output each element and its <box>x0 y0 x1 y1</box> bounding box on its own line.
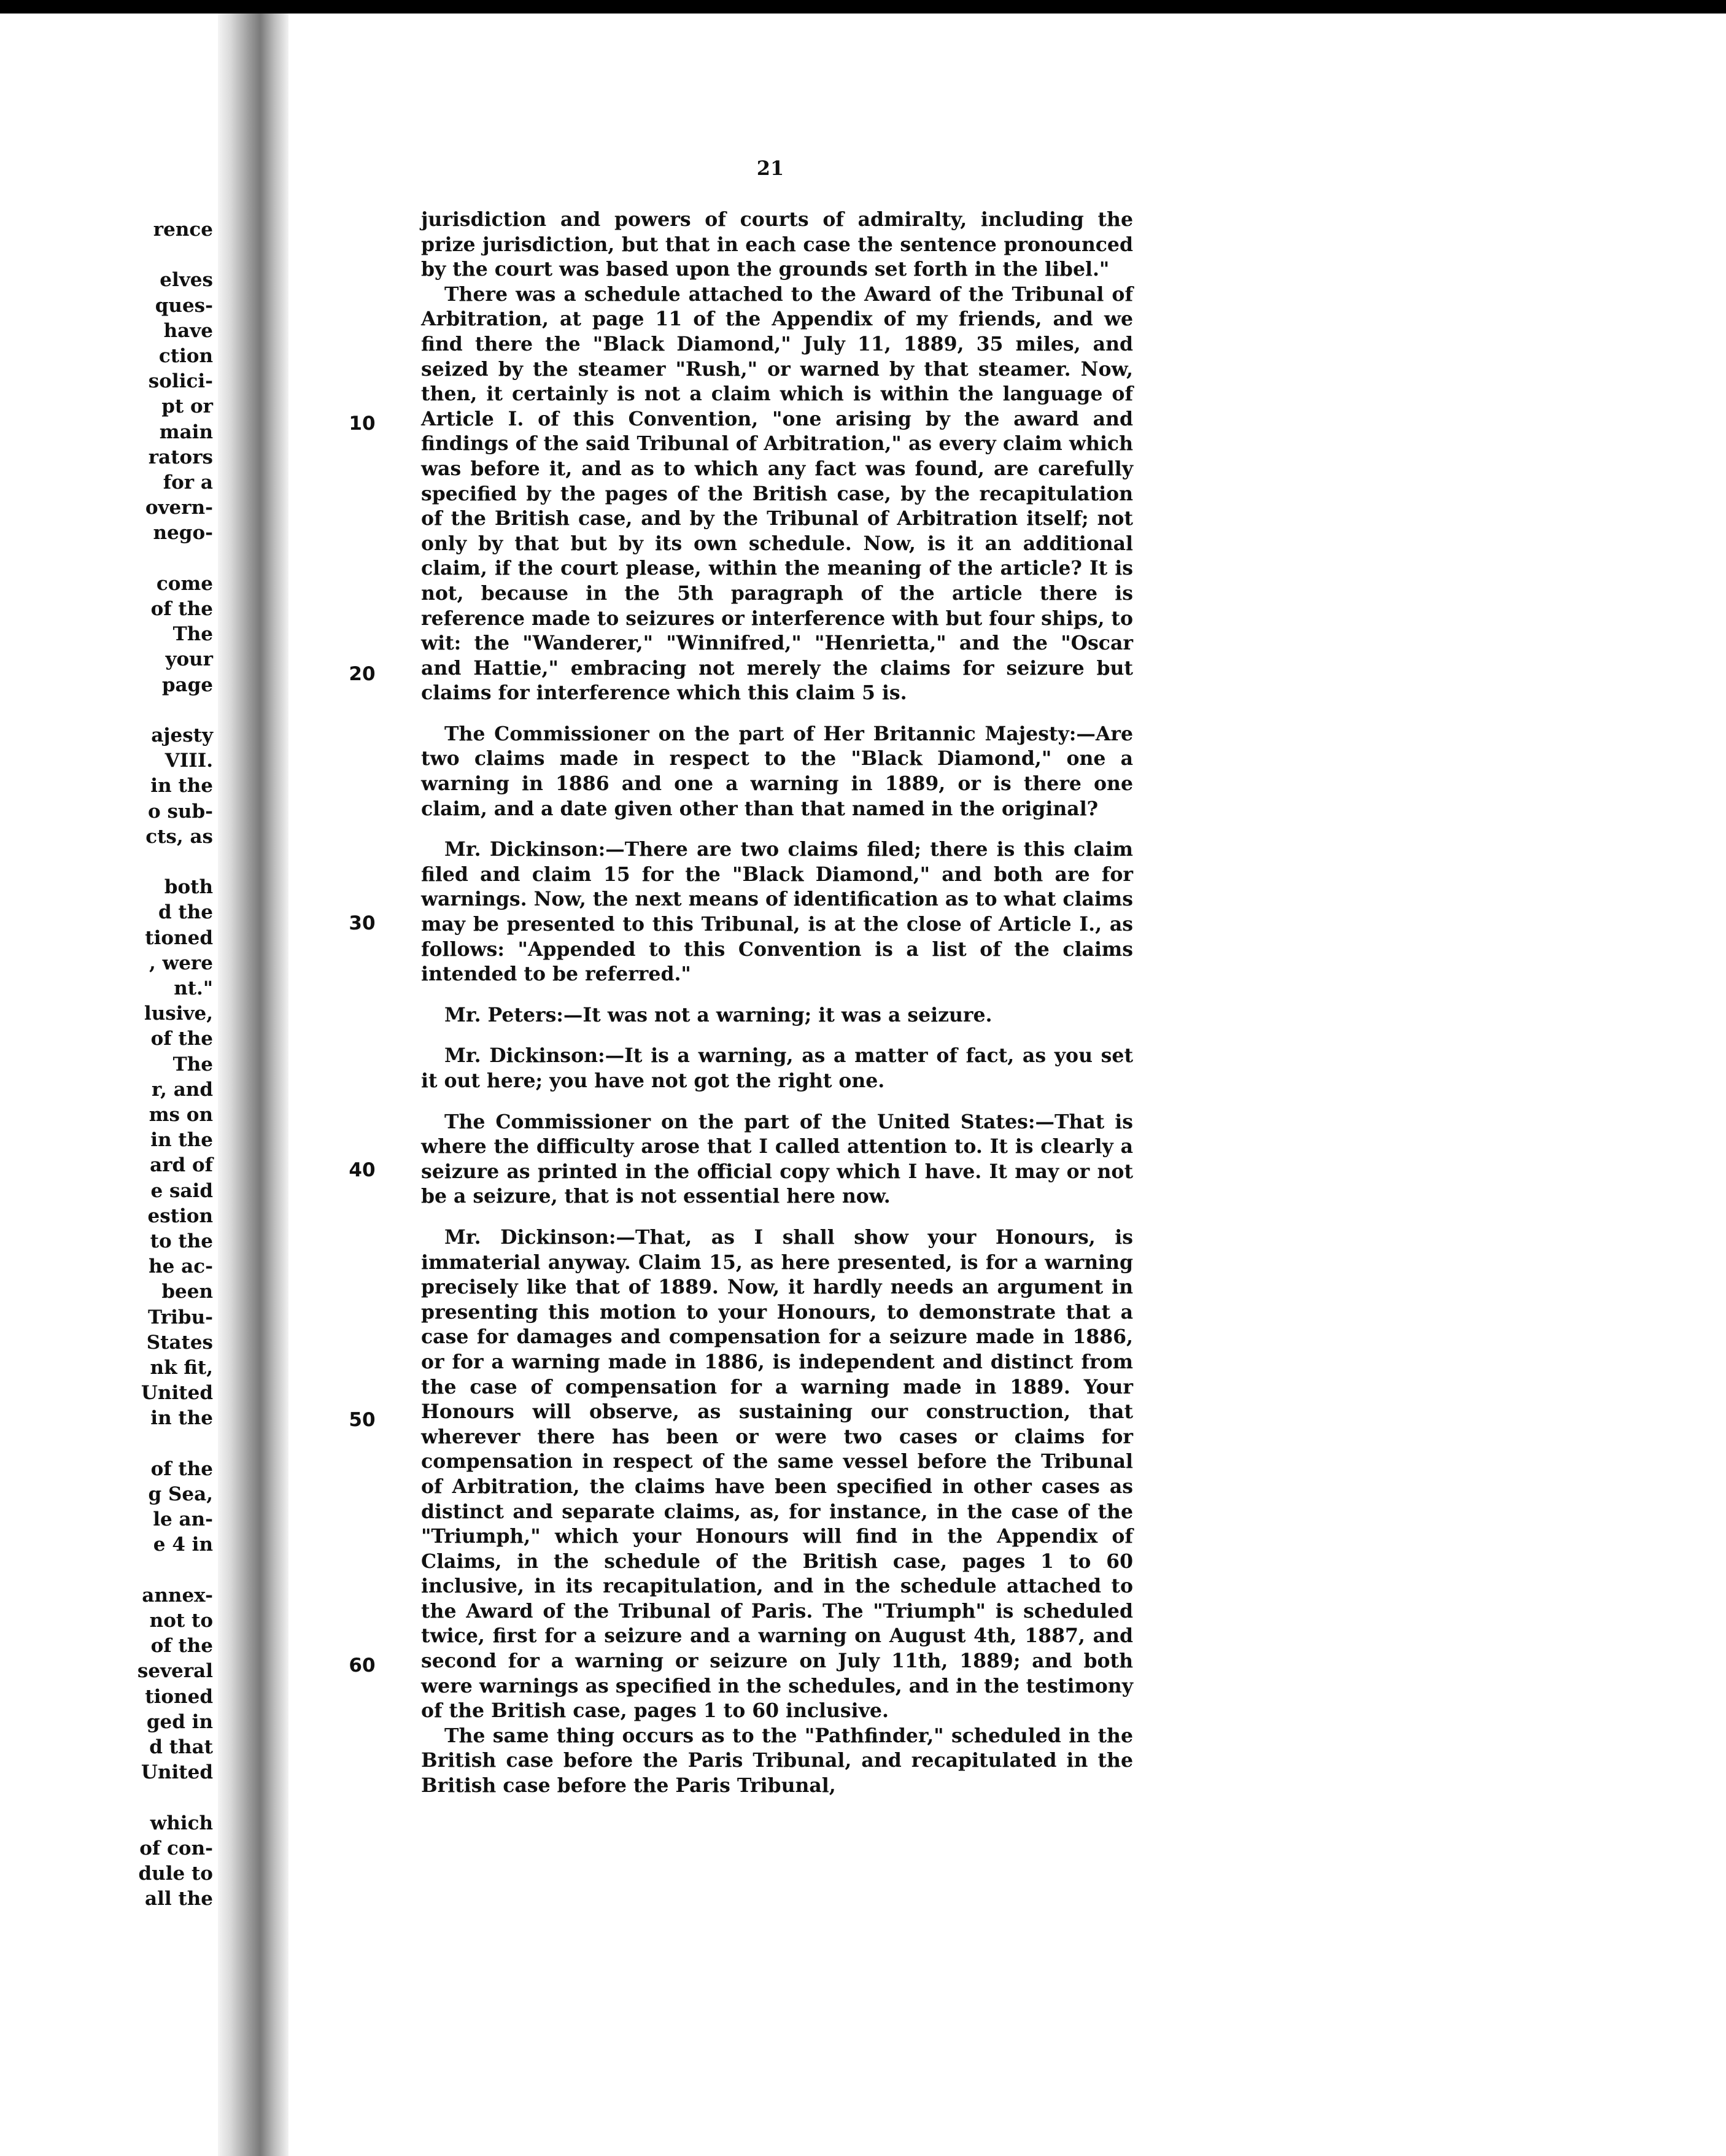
left-page-text-fragment: to the <box>150 1230 213 1252</box>
left-page-text-fragment: several <box>137 1660 213 1683</box>
left-page-text-fragment: nego- <box>153 522 213 545</box>
book-gutter <box>218 14 288 2156</box>
left-page-text-fragment: overn- <box>145 497 213 519</box>
left-page-text-fragment: , were <box>149 952 213 974</box>
line-number: 40 <box>349 1159 376 1181</box>
left-page-text-fragment: The <box>172 1053 213 1076</box>
left-page-text-fragment: le an- <box>153 1508 213 1531</box>
left-page-text-fragment: VIII. <box>164 750 213 772</box>
left-page-text-fragment: r, and <box>152 1078 213 1101</box>
left-page-text-fragment: have <box>163 319 213 342</box>
left-page-text-fragment: g Sea, <box>148 1483 213 1505</box>
left-page-text-fragment: ms on <box>149 1104 213 1126</box>
document-body <box>421 207 1133 1799</box>
left-page-text-fragment: The <box>172 623 213 646</box>
left-page-text-fragment: d the <box>158 901 213 924</box>
line-number: 10 <box>349 413 376 435</box>
paragraph: jurisdiction and powers of courts of admiralty, including the prize jurisdiction, but that in each case the sentence pronounced by the court was based upon the grounds set forth in the libel." <box>421 208 1133 281</box>
left-page-text-fragment: he ac- <box>149 1255 213 1278</box>
line-number: 20 <box>349 663 376 685</box>
left-page-text-fragment: of con- <box>139 1837 213 1859</box>
left-page-text-fragment: elves <box>160 269 213 292</box>
left-page-text-fragment: United <box>141 1382 213 1405</box>
left-page-text-fragment: in the <box>150 1129 213 1152</box>
line-number: 60 <box>349 1654 376 1677</box>
line-number: 30 <box>349 912 376 934</box>
left-page-text-fragment: of the <box>150 1635 213 1658</box>
left-page-text-fragment: estion <box>147 1204 213 1227</box>
left-page-text-fragment: States <box>146 1331 213 1354</box>
left-page-text-fragment: not to <box>149 1610 213 1632</box>
left-page-text-fragment: your <box>165 648 213 671</box>
paragraph: The Commissioner on the part of Her Britannic Majesty:—Are two claims made in respect to the "Black Diamond," one a warning in 1886 and one a warning in 1889, or is there one claim, and a date given other than that named in the original? <box>421 722 1133 820</box>
left-page-text-fragment: annex- <box>142 1584 213 1607</box>
left-page-text-fragment: page <box>161 673 213 696</box>
left-page-text-fragment: nk fit, <box>150 1357 213 1379</box>
left-page-text-fragment: tioned <box>145 926 213 949</box>
left-page-text-fragment: ajesty <box>151 724 213 746</box>
left-page-text-fragment: pt or <box>161 395 213 418</box>
left-page-text-fragment: lusive, <box>144 1002 213 1025</box>
left-page-text-fragment: rators <box>148 446 213 468</box>
left-page-text-fragment: Tribu- <box>147 1306 213 1328</box>
left-page-text-fragment: e 4 in <box>153 1534 213 1556</box>
paragraph: Mr. Dickinson:—That, as I shall show your Honours, is immaterial anyway. Claim 15, as here presented, is for a warning precisely like that of 1889. Now, it hardly needs an argument in presenting this motion to your Honours, to demonstrate that a case for damages and compensation for a seizure made in 1886, or for a warning made in 1886, is independent and distinct from the case of compensation for a warning made in 1889. Your Honours will observe, as sustaining our construction, that wherever there has been or were two cases or claims for compensation in respect of the same vessel before the Tribunal of Arbitration, the claims have been specified in other cases as distinct and separate claims, as, for instance, in the case of the "Triumph," which your Honours will find in the Appendix of Claims, in the schedule of the British case, pages 1 to 60 inclusive, in its recapitulation, and in the schedule attached to the Award of the Tribunal of Paris. The "Triumph" is scheduled twice, first for a seizure and a warning on August 4th, 1887, and second for a warning or seizure on July 11th, 1889; and both were warnings as specified in the schedules, and in the testimony of the British case, pages 1 to 60 inclusive. <box>421 1225 1133 1723</box>
left-page-text-fragment: of the <box>150 1028 213 1050</box>
left-page-text-fragment: all the <box>144 1888 213 1910</box>
left-page-text-fragment: both <box>164 876 213 899</box>
left-page-text-fragment: which <box>150 1812 213 1834</box>
left-page-text-fragment: United <box>141 1761 213 1784</box>
paragraph: The Commissioner on the part of the United States:—That is where the difficulty arose that I called attention to. It is clearly a seizure as printed in the official copy which I have. It may or not be a seizure, that is not essential here now. <box>421 1110 1133 1208</box>
left-page-text-fragment: ard of <box>150 1154 213 1177</box>
left-page-text-fragment: dule to <box>138 1863 213 1885</box>
left-page-text-fragment: ction <box>158 345 213 367</box>
left-page-text-fragment: main <box>159 421 213 443</box>
left-page <box>0 14 218 2156</box>
paragraph: Mr. Dickinson:—It is a warning, as a matter of fact, as you set it out here; you have not got the right one. <box>421 1044 1133 1092</box>
left-page-text-fragment: in the <box>150 1407 213 1430</box>
left-page-text-fragment: d that <box>149 1736 213 1758</box>
left-page-text-fragment: o sub- <box>147 800 213 823</box>
scan-top-edge <box>0 0 1726 14</box>
left-page-text-fragment: of the <box>150 598 213 620</box>
left-page-text-fragment: tioned <box>145 1685 213 1708</box>
left-page-text-fragment: nt." <box>174 977 213 999</box>
left-page-text-fragment: solici- <box>148 370 213 393</box>
paragraph: Mr. Peters:—It was not a warning; it was a seizure. <box>444 1003 993 1026</box>
left-page-text-fragment: for a <box>163 471 213 494</box>
paragraph: The same thing occurs as to the "Pathfinder," scheduled in the British case before the Paris Tribunal, and recapitulated in the British case before the Paris Tribunal, <box>421 1724 1133 1797</box>
left-page-text-fragment: rence <box>153 219 213 241</box>
left-page-text-fragment: ques- <box>155 294 213 317</box>
left-page-text-fragment: come <box>156 572 213 595</box>
left-page-text-fragment: in the <box>150 775 213 797</box>
left-page-text-fragment: been <box>161 1281 213 1303</box>
page-number: 21 <box>756 157 784 180</box>
line-number: 50 <box>349 1409 376 1431</box>
left-page-text-fragment: ged in <box>146 1710 213 1733</box>
paragraph: Mr. Dickinson:—There are two claims filed; there is this claim filed and claim 15 for the "Black Diamond," and both are for warnings. Now, the next means of identification as to what claims may be presented to this Tribunal, is at the close of Article I., as follows: "Appended to this Convention is a list of the claims intended to be referred." <box>421 838 1133 986</box>
paragraph: There was a schedule attached to the Award of the Tribunal of Arbitration, at page 11 of the Appendix of my friends, and we find there the "Black Diamond," July 11, 1889, 35 miles, and seized by the steamer "Rush," or warned by that steamer. Now, then, it certainly is not a claim which is within the language of Article I. of this Convention, "one arising by the award and findings of the said Tribunal of Arbitration," as every claim which was before it, and as to which any fact was found, are carefully specified by the pages of the British case, by the recapitulation of the British case, and by the Tribunal of Arbitration itself; not only by that but by its own schedule. Now, is it an additional claim, if the court please, within the meaning of the article? It is not, because in the 5th paragraph of the article there is reference made to seizures or interference with but four ships, to wit: the "Wanderer," "Winnifred," "Henrietta," and the "Oscar and Hattie," embracing not merely the claims for seizure but claims for interference which this claim 5 is. <box>421 282 1133 705</box>
left-page-text-fragment: of the <box>150 1457 213 1480</box>
left-page-text-fragment: e said <box>150 1179 213 1202</box>
left-page-text-fragment: cts, as <box>145 825 213 848</box>
